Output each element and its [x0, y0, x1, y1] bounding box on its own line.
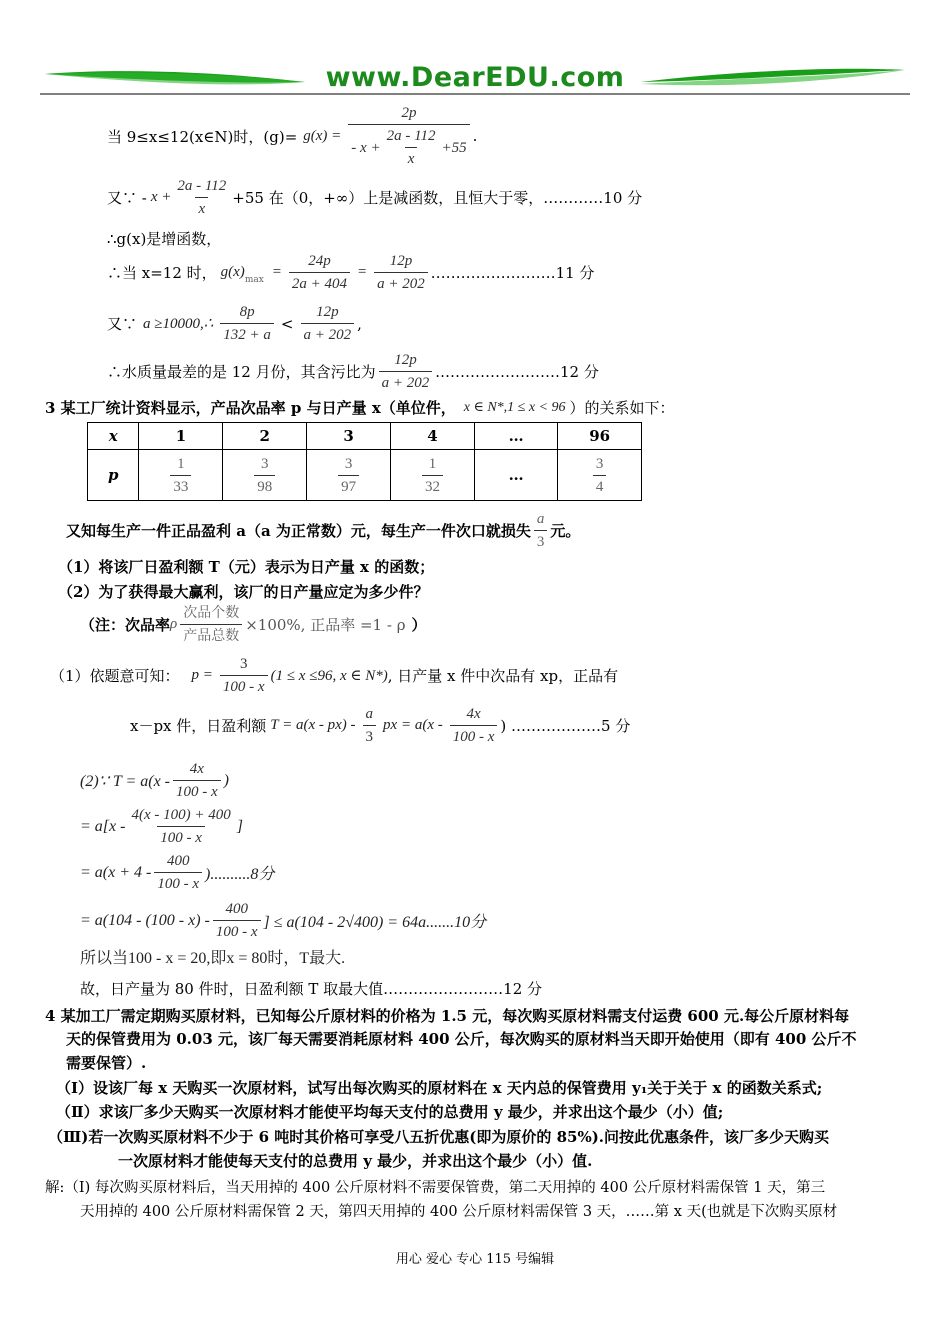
p3-s1-num: 3 [240, 656, 248, 672]
p3-s1-suffix: , 日产量 x 件中次品有 xp，正品有 [387, 667, 619, 685]
p3-table-cell-2 [223, 450, 307, 501]
p3-cell1-den: 33 [170, 475, 191, 496]
p3-d2-frac [128, 806, 233, 847]
p3-d2-num: 4(x - 100) + 400 [131, 807, 231, 823]
sol2-line4 [107, 252, 594, 293]
p3-d4-den: 100 - x [213, 920, 261, 941]
sol2-line5-frac1 [220, 303, 274, 344]
p3-s1-den: 100 - x [220, 675, 268, 696]
p3-d1-a: (2)∵ T = a(x - [80, 772, 170, 790]
p3-note-c: ） [411, 616, 427, 634]
sol2-line4-prefix: ∴当 x=12 时， [107, 264, 217, 282]
sol2-line5-frac2-num: 12p [316, 304, 339, 320]
sol2-line4-suffix: .……………………11 分 [430, 264, 595, 282]
sol2-line4-g: g(x) [220, 264, 245, 280]
p4-line3: 需要保管）. [66, 1054, 147, 1072]
sol2-line1-end: . [472, 127, 478, 145]
p3-note-num: 次品个数 [183, 605, 240, 621]
p3-d5: 所以当100 - x = 20,即x = 80时，T最大. [80, 950, 346, 967]
p3-s1-p: p = [191, 667, 213, 683]
p3-cell3-den: 97 [338, 475, 359, 496]
p3-desc-a: 又知每生产一件正品盈利 a（a 为正常数）元，每生产一件次口就损失 [66, 522, 531, 540]
sol2-line6-suffix: .……………………12 分 [435, 363, 599, 381]
p3-d2 [80, 806, 243, 847]
sol2-line2-x: x + [150, 189, 172, 205]
sol2-line1-fraction [348, 104, 469, 168]
p3-note-b: ×100%, 正品率 =1 - ρ [245, 616, 406, 634]
sol2-line1-num: 2p [401, 105, 417, 121]
p3-table-p-row [88, 450, 642, 501]
p3-s2-frac2 [450, 705, 498, 746]
p3-d1-b: ) [223, 771, 229, 789]
sol2-line5 [107, 303, 362, 344]
sol2-line1-den-a: - x + [351, 139, 381, 156]
sol2-line2-den: x [195, 197, 208, 218]
p3-s2 [130, 705, 630, 746]
sol2-line1-den-frac-num: 2a - 112 [386, 128, 436, 144]
sol2-line4-frac2-num: 12p [389, 253, 413, 269]
p3-d1-den: 100 - x [173, 780, 221, 801]
p3-d4-b: ] ≤ a(104 - 2√400) = 64a.......10分 [263, 914, 487, 931]
p3-d2-b: ] [236, 817, 243, 835]
p3-d4-frac [213, 900, 261, 941]
p3-s2-prefix: x－px 件，日盈利额 [130, 717, 267, 735]
p3-table [87, 422, 642, 501]
p3-table-cell-3 [307, 450, 391, 501]
p3-s1 [50, 655, 618, 696]
p3-note-den: 产品总数 [180, 624, 242, 645]
p3-table-h0: x [88, 423, 139, 450]
p3-s2-frac2-den: 100 - x [450, 725, 498, 746]
sol2-line4-sub: max [244, 274, 264, 285]
sol2-line5-suffix: , [357, 314, 362, 333]
p3-s2-frac1-den: 3 [363, 725, 377, 746]
p3-cell4-num: 1 [428, 455, 437, 472]
p3-note-rho: ρ [170, 616, 178, 632]
p3-d1-num: 4x [189, 761, 204, 777]
p3-table-h6: 96 [558, 423, 642, 450]
sol2-line4-frac2 [374, 252, 428, 293]
p3-cell2-den: 98 [254, 475, 275, 496]
p3-q2: （2）为了获得最大赢利，该厂的日产量应定为多少件？ [58, 583, 429, 601]
p3-d3 [80, 852, 274, 893]
sol2-line1-den-b: +55 [441, 139, 467, 156]
sol2-line1 [107, 104, 477, 168]
sol2-line4-frac1 [289, 252, 350, 293]
p3-cell3-num: 3 [344, 455, 353, 472]
sol2-line5-frac2-den: a + 202 [301, 323, 355, 344]
p3-desc-b: 元。 [550, 522, 581, 540]
p4-sol-line2: 天用掉的 400 公斤原材料需保管 2 天，第四天用掉的 400 公斤原材料需保管 3 天，……第 x 天(也就是下次购买原材 [80, 1204, 838, 1220]
p3-d3-frac [154, 852, 202, 893]
p3-s2-frac2-num: 4x [466, 706, 481, 722]
p3-cell1-num: 1 [177, 455, 185, 472]
p3-cell6-den: 4 [593, 475, 607, 496]
p4-q2: （Ⅱ）求该厂多少天购买一次原材料才能使平均每天支付的总费用 y 最少，并求出这个最少（小）值; [56, 1103, 724, 1121]
p3-desc-den: 3 [534, 530, 548, 551]
p3-table-header-row [88, 423, 642, 450]
sol2-line2-suffix: +55 在（0，+∞）上是减函数，且恒大于零，…………10 分 [232, 189, 643, 207]
sol2-line4-eq: = [271, 264, 282, 280]
p3-table-cell-1 [139, 450, 223, 501]
p3-d3-a: = a(x + 4 - [80, 863, 152, 881]
sol2-line5-prefix: 又∵ [107, 315, 138, 333]
p3-d3-den: 100 - x [154, 872, 202, 893]
p3-s1-frac [220, 655, 268, 696]
p3-table-cell-5: … [474, 450, 557, 501]
p4-q3-line1: （Ⅲ)若一次购买原材料不少于 6 吨时其价格可享受八五折优惠(即为原价的 85%).问按此优惠条件，该厂多少天购买 [48, 1128, 830, 1146]
p3-note-frac [180, 604, 242, 645]
p3-table-h5: … [474, 423, 557, 450]
p4-line2: 天的保管费用为 0.03 元，该厂每天需要消耗原材料 400 公斤，每次购买的原材料当天即开始使用（即有 400 公斤不 [66, 1030, 857, 1048]
p3-d4-num: 400 [225, 901, 248, 917]
p3-s1-prefix: （1）依题意可知： [50, 667, 180, 685]
p3-s2-mid: px = a(x - [383, 717, 443, 733]
p3-table-cell-4 [391, 450, 475, 501]
sol2-line2-fraction [174, 177, 229, 218]
sol2-line4-frac2-den: a + 202 [374, 272, 428, 293]
p3-d4-a: = a(104 - (100 - x) - [80, 911, 210, 929]
p3-intro [45, 397, 675, 418]
sol2-line6-num: 12p [394, 352, 417, 368]
sol2-line6-prefix: ∴水质量最差的是 12 月份，其含污比为 [107, 363, 376, 381]
p3-d4 [80, 900, 486, 941]
sol2-line1-den-frac [384, 127, 439, 168]
p3-s1-cond: (1 ≤ x ≤96, x ∈ N*) [270, 668, 388, 684]
p4-line1: 4 某加工厂需定期购买原材料，已知每公斤原材料的价格为 1.5 元，每次购买原材料需支付运费 600 元.每公斤原材料每 [45, 1007, 850, 1025]
sol2-line4-eq2: = [357, 264, 368, 280]
sol2-line1-den [348, 124, 469, 168]
p3-s2-suffix: ) ………………5 分 [500, 717, 631, 735]
p3-table-row-label: p [88, 450, 139, 501]
sol2-line2-num: 2a - 112 [177, 178, 227, 194]
sol2-line3: ∴g(x)是增函数， [107, 230, 222, 248]
p3-intro-a: 3 某工厂统计资料显示，产品次品率 p 与日产量 x（单位件， [45, 399, 456, 417]
p3-intro-math: x ∈ N*,1 ≤ x < 96 [463, 400, 566, 415]
sol2-line5-frac1-num: 8p [239, 304, 255, 320]
p3-table-h1: 1 [139, 423, 223, 450]
p3-cell6-num: 3 [595, 455, 604, 472]
sol2-line5-frac2 [301, 303, 355, 344]
p3-d3-b: )..........8分 [205, 866, 275, 883]
p4-q1: （Ⅰ）设该厂每 x 天购买一次原材料，试写出每次购买的原材料在 x 天内总的保管费用 y₁关于关于 x 的函数关系式; [56, 1079, 823, 1097]
p3-intro-b: ）的关系如下： [569, 399, 675, 417]
header-banner [40, 60, 910, 98]
p3-s2-frac1-num: a [365, 706, 374, 722]
p3-s2-T: T = a(x - px) - [270, 717, 356, 733]
sol2-line2 [107, 177, 642, 218]
sol2-line5-cond: a ≥10000,∴ [143, 316, 214, 332]
p3-s2-frac1 [363, 705, 377, 746]
sol2-line5-frac1-den: 132 + a [220, 323, 274, 344]
p3-cell2-num: 3 [261, 455, 269, 472]
page-footer: 用心 爱心 专心 115 号编辑 [395, 1252, 555, 1267]
p4-q3-line2: 一次原材料才能使每天支付的总费用 y 最少，并求出这个最少（小）值. [118, 1152, 593, 1170]
sol2-line2-prefix: 又∵ - [107, 189, 147, 207]
p3-table-cell-6 [558, 450, 642, 501]
sol2-line5-lt: < [280, 314, 294, 333]
p4-sol-line1: 解:（Ⅰ) 每次购买原材料后，当天用掉的 400 公斤原材料不需要保管费，第二天用掉的 400 公斤原材料需保管 1 天，第三 [45, 1180, 826, 1196]
sol2-line4-frac1-den: 2a + 404 [289, 272, 350, 293]
p3-note [80, 604, 427, 645]
sol2-line1-den-frac-den: x [405, 147, 418, 168]
sol2-line6-den: a + 202 [379, 371, 433, 392]
p3-q1: （1）将该厂日盈利额 T（元）表示为日产量 x 的函数； [58, 558, 435, 576]
p3-d1-frac [173, 760, 221, 801]
sol2-line6-frac [379, 351, 433, 392]
p3-desc-frac [534, 510, 548, 551]
p3-desc-num: a [536, 511, 545, 527]
p3-desc [66, 510, 580, 551]
p3-d1 [80, 760, 229, 801]
p3-table-h2: 2 [223, 423, 307, 450]
sol2-line1-prefix: 当 9≤x≤12(x∈N)时，(g)= [107, 127, 298, 146]
site-url: www.DearEDU.com [325, 62, 625, 93]
p3-d2-a: = a[x - [80, 817, 126, 835]
sol2-line4-frac1-num: 24p [308, 253, 331, 269]
sol2-line6 [107, 351, 599, 392]
p3-d2-den: 100 - x [157, 826, 205, 847]
p3-cell4-den: 32 [422, 475, 443, 496]
p3-table-h4: 4 [391, 423, 475, 450]
p3-d3-num: 400 [166, 853, 190, 869]
sol2-line1-lhs: g(x) = [303, 127, 342, 144]
p3-conclusion: 故，日产量为 80 件时，日盈利额 T 取最大值……………………12 分 [80, 980, 543, 998]
p3-note-a: （注：次品率 [80, 616, 171, 634]
p3-table-h3: 3 [307, 423, 391, 450]
